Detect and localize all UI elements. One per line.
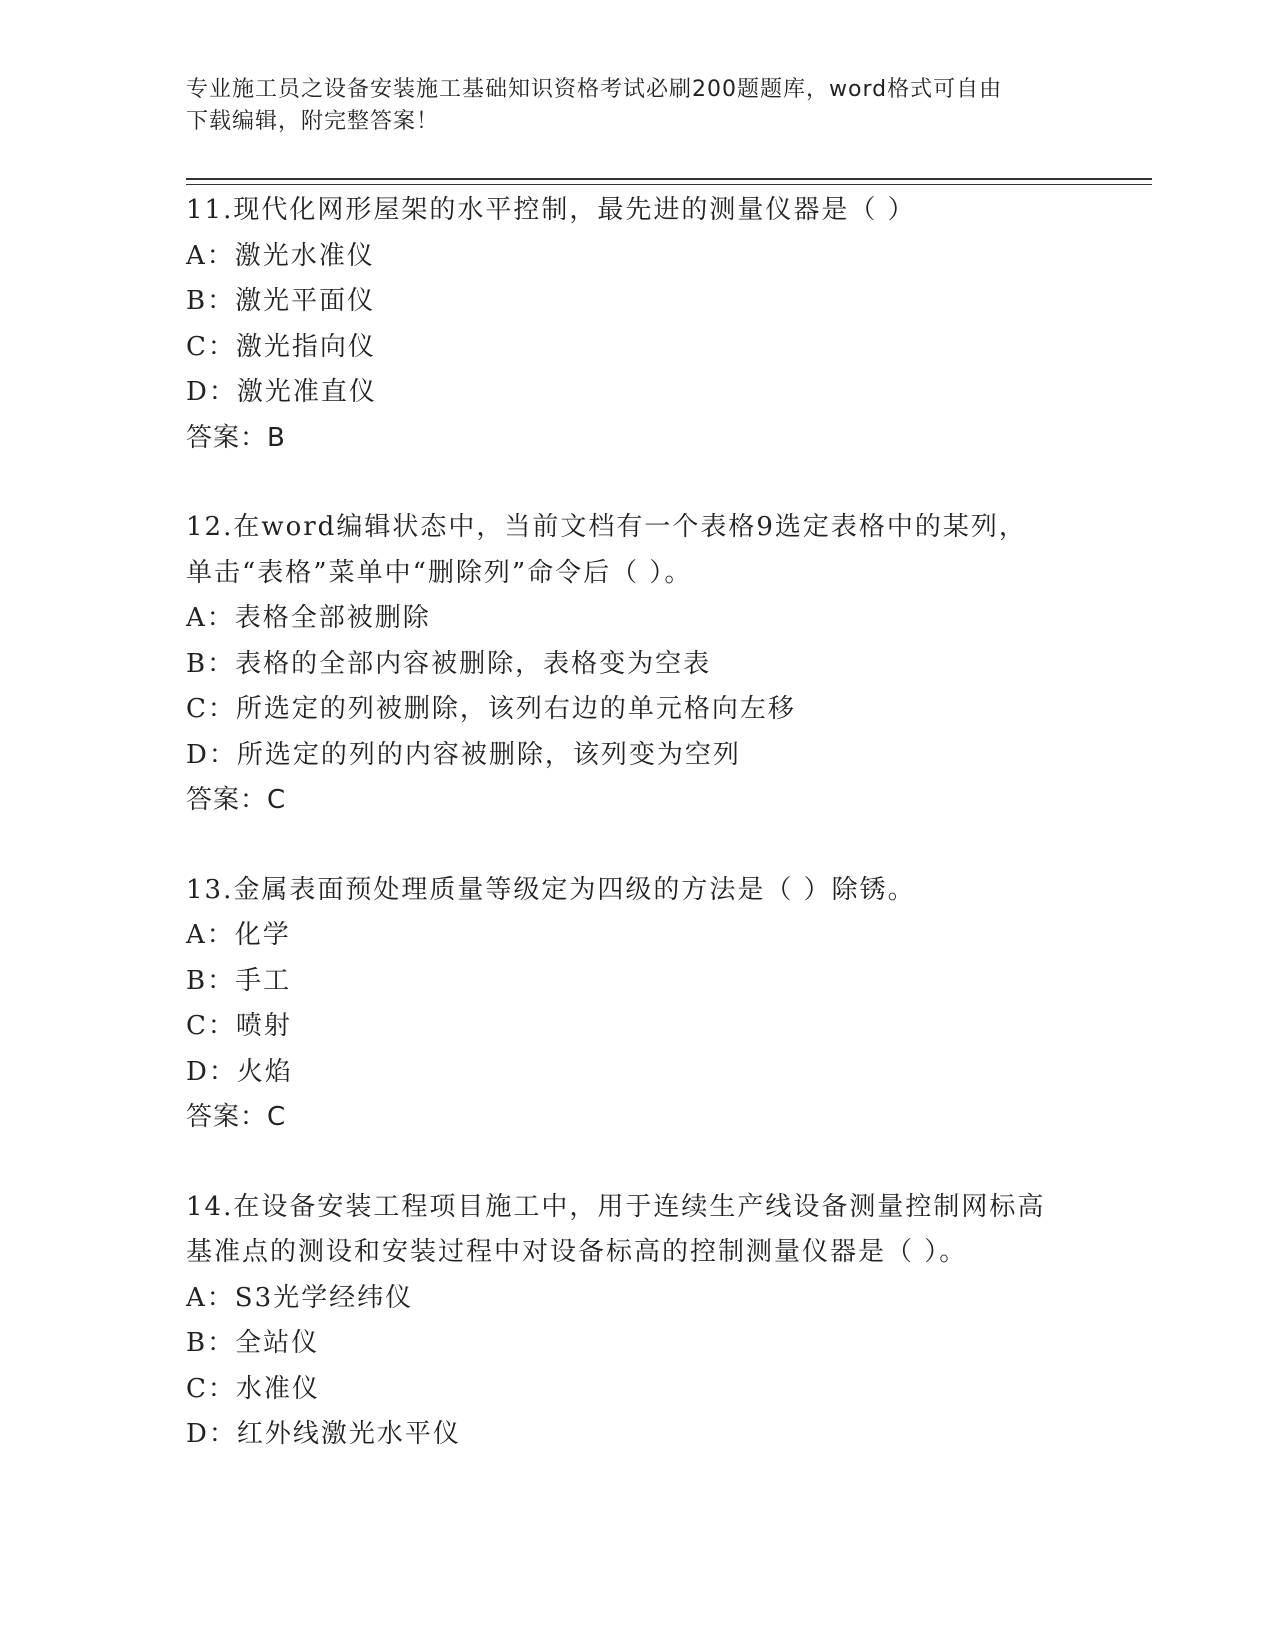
option-c: C：喷射 [186,1011,292,1041]
question-stem: 12.在word编辑状态中，当前文档有一个表格9选定表格中的某列， [186,512,1027,542]
option-c: C：激光指向仪 [186,331,376,362]
question-list [186,188,1086,1458]
question-stem-continued: 单击“表格”菜单中“删除列”命令后（ ）。 [186,557,693,588]
option-c: C：水准仪 [186,1373,320,1404]
option-d: D：所选定的列的内容被删除，该列变为空列 [186,739,741,770]
option-b: B：表格的全部内容被删除，表格变为空表 [186,648,712,679]
option-a: A：S3光学经纬仪 [186,1282,414,1313]
question-stem-continued: 基准点的测设和安装过程中对设备标高的控制测量仪器是（ ）。 [186,1237,968,1267]
answer-text: 答案：B [186,422,286,453]
header-line-1: 专业施工员之设备安装施工基础知识资格考试必刷200题题库，word格式可自由 [186,77,1003,102]
option-b: B：手工 [186,965,292,996]
question-14 [186,1185,1086,1458]
question-11 [186,188,1086,461]
question-13 [186,868,1086,1141]
document-header [186,74,1076,138]
answer-text: 答案：C [186,785,287,815]
option-b: B：全站仪 [186,1328,320,1358]
header-rule-thick [186,178,1152,180]
answer-text: 答案：C [186,1102,287,1132]
option-d: D：激光准直仪 [186,377,377,407]
option-a: A：表格全部被删除 [186,603,431,633]
question-12 [186,505,1086,824]
question-stem: 11.现代化网形屋架的水平控制，最先进的测量仪器是（ ） [186,195,916,225]
option-a: A：激光水准仪 [186,240,375,271]
header-rule-thin [186,184,1152,185]
question-stem: 13.金属表面预处理质量等级定为四级的方法是（ ）除锈。 [186,874,916,905]
option-b: B：激光平面仪 [186,286,376,316]
option-a: A：化学 [186,920,291,950]
option-c: C：所选定的列被删除，该列右边的单元格向左移 [186,694,796,724]
option-d: D：红外线激光水平仪 [186,1419,461,1449]
header-line-2: 下载编辑，附完整答案！ [186,109,440,134]
question-stem: 14.在设备安装工程项目施工中，用于连续生产线设备测量控制网标高 [186,1191,1046,1222]
option-d: D：火焰 [186,1056,293,1087]
